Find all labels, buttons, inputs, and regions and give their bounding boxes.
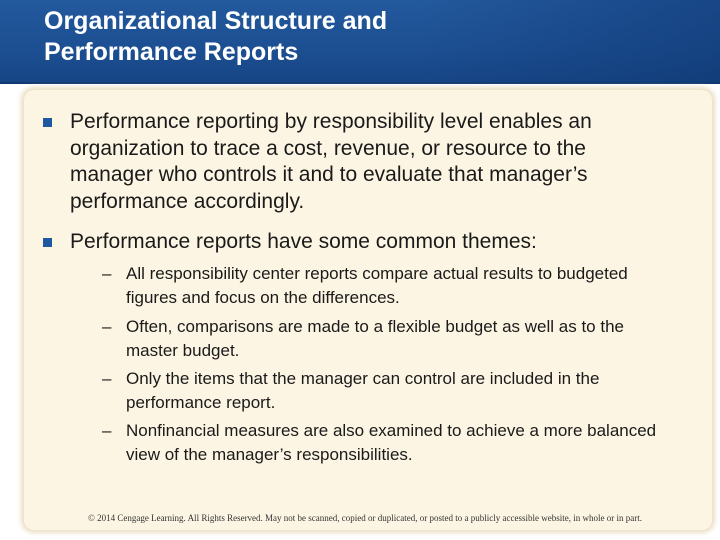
slide-title-line-1: Organizational Structure and [44, 7, 388, 35]
dash-bullet-icon: – [102, 317, 112, 336]
bullet-item [70, 229, 650, 256]
bullet-text: Performance reporting by responsibility level enables an organization to trace a cost, revenue, or resource to the manager who controls it and to evaluate that manager’s performance accordingly. [70, 110, 592, 213]
slide-title-line-2: Performance Reports [44, 38, 299, 66]
sub-bullet-item [102, 419, 666, 467]
dash-bullet-icon: – [102, 369, 112, 388]
bullet-text: Performance reports have some common themes: [70, 230, 537, 253]
square-bullet-icon [43, 118, 52, 127]
bullet-item [70, 109, 650, 215]
dash-bullet-icon: – [102, 421, 112, 440]
dash-bullet-icon: – [102, 264, 112, 283]
sub-bullet-text: All responsibility center reports compare actual results to budgeted figures and focus on the differences. [126, 264, 628, 307]
sub-bullet-text: Nonfinancial measures are also examined to achieve a more balanced view of the manager’s responsibilities. [126, 421, 657, 464]
copyright-footer: © 2014 Cengage Learning. All Rights Reserved. May not be scanned, copied or duplicated, or posted to a publicly accessible website, in whole or in part. [88, 513, 642, 523]
sub-bullet-item [102, 262, 666, 310]
sub-bullet-text: Often, comparisons are made to a flexible budget as well as to the master budget. [126, 317, 624, 360]
title-bar-shade [420, 0, 720, 82]
square-bullet-icon [43, 238, 52, 247]
sub-bullet-text: Only the items that the manager can control are included in the performance report. [126, 369, 600, 412]
sub-bullet-item [102, 315, 666, 363]
sub-bullet-item [102, 367, 666, 415]
title-bar [0, 0, 720, 84]
slide-title [44, 6, 387, 68]
